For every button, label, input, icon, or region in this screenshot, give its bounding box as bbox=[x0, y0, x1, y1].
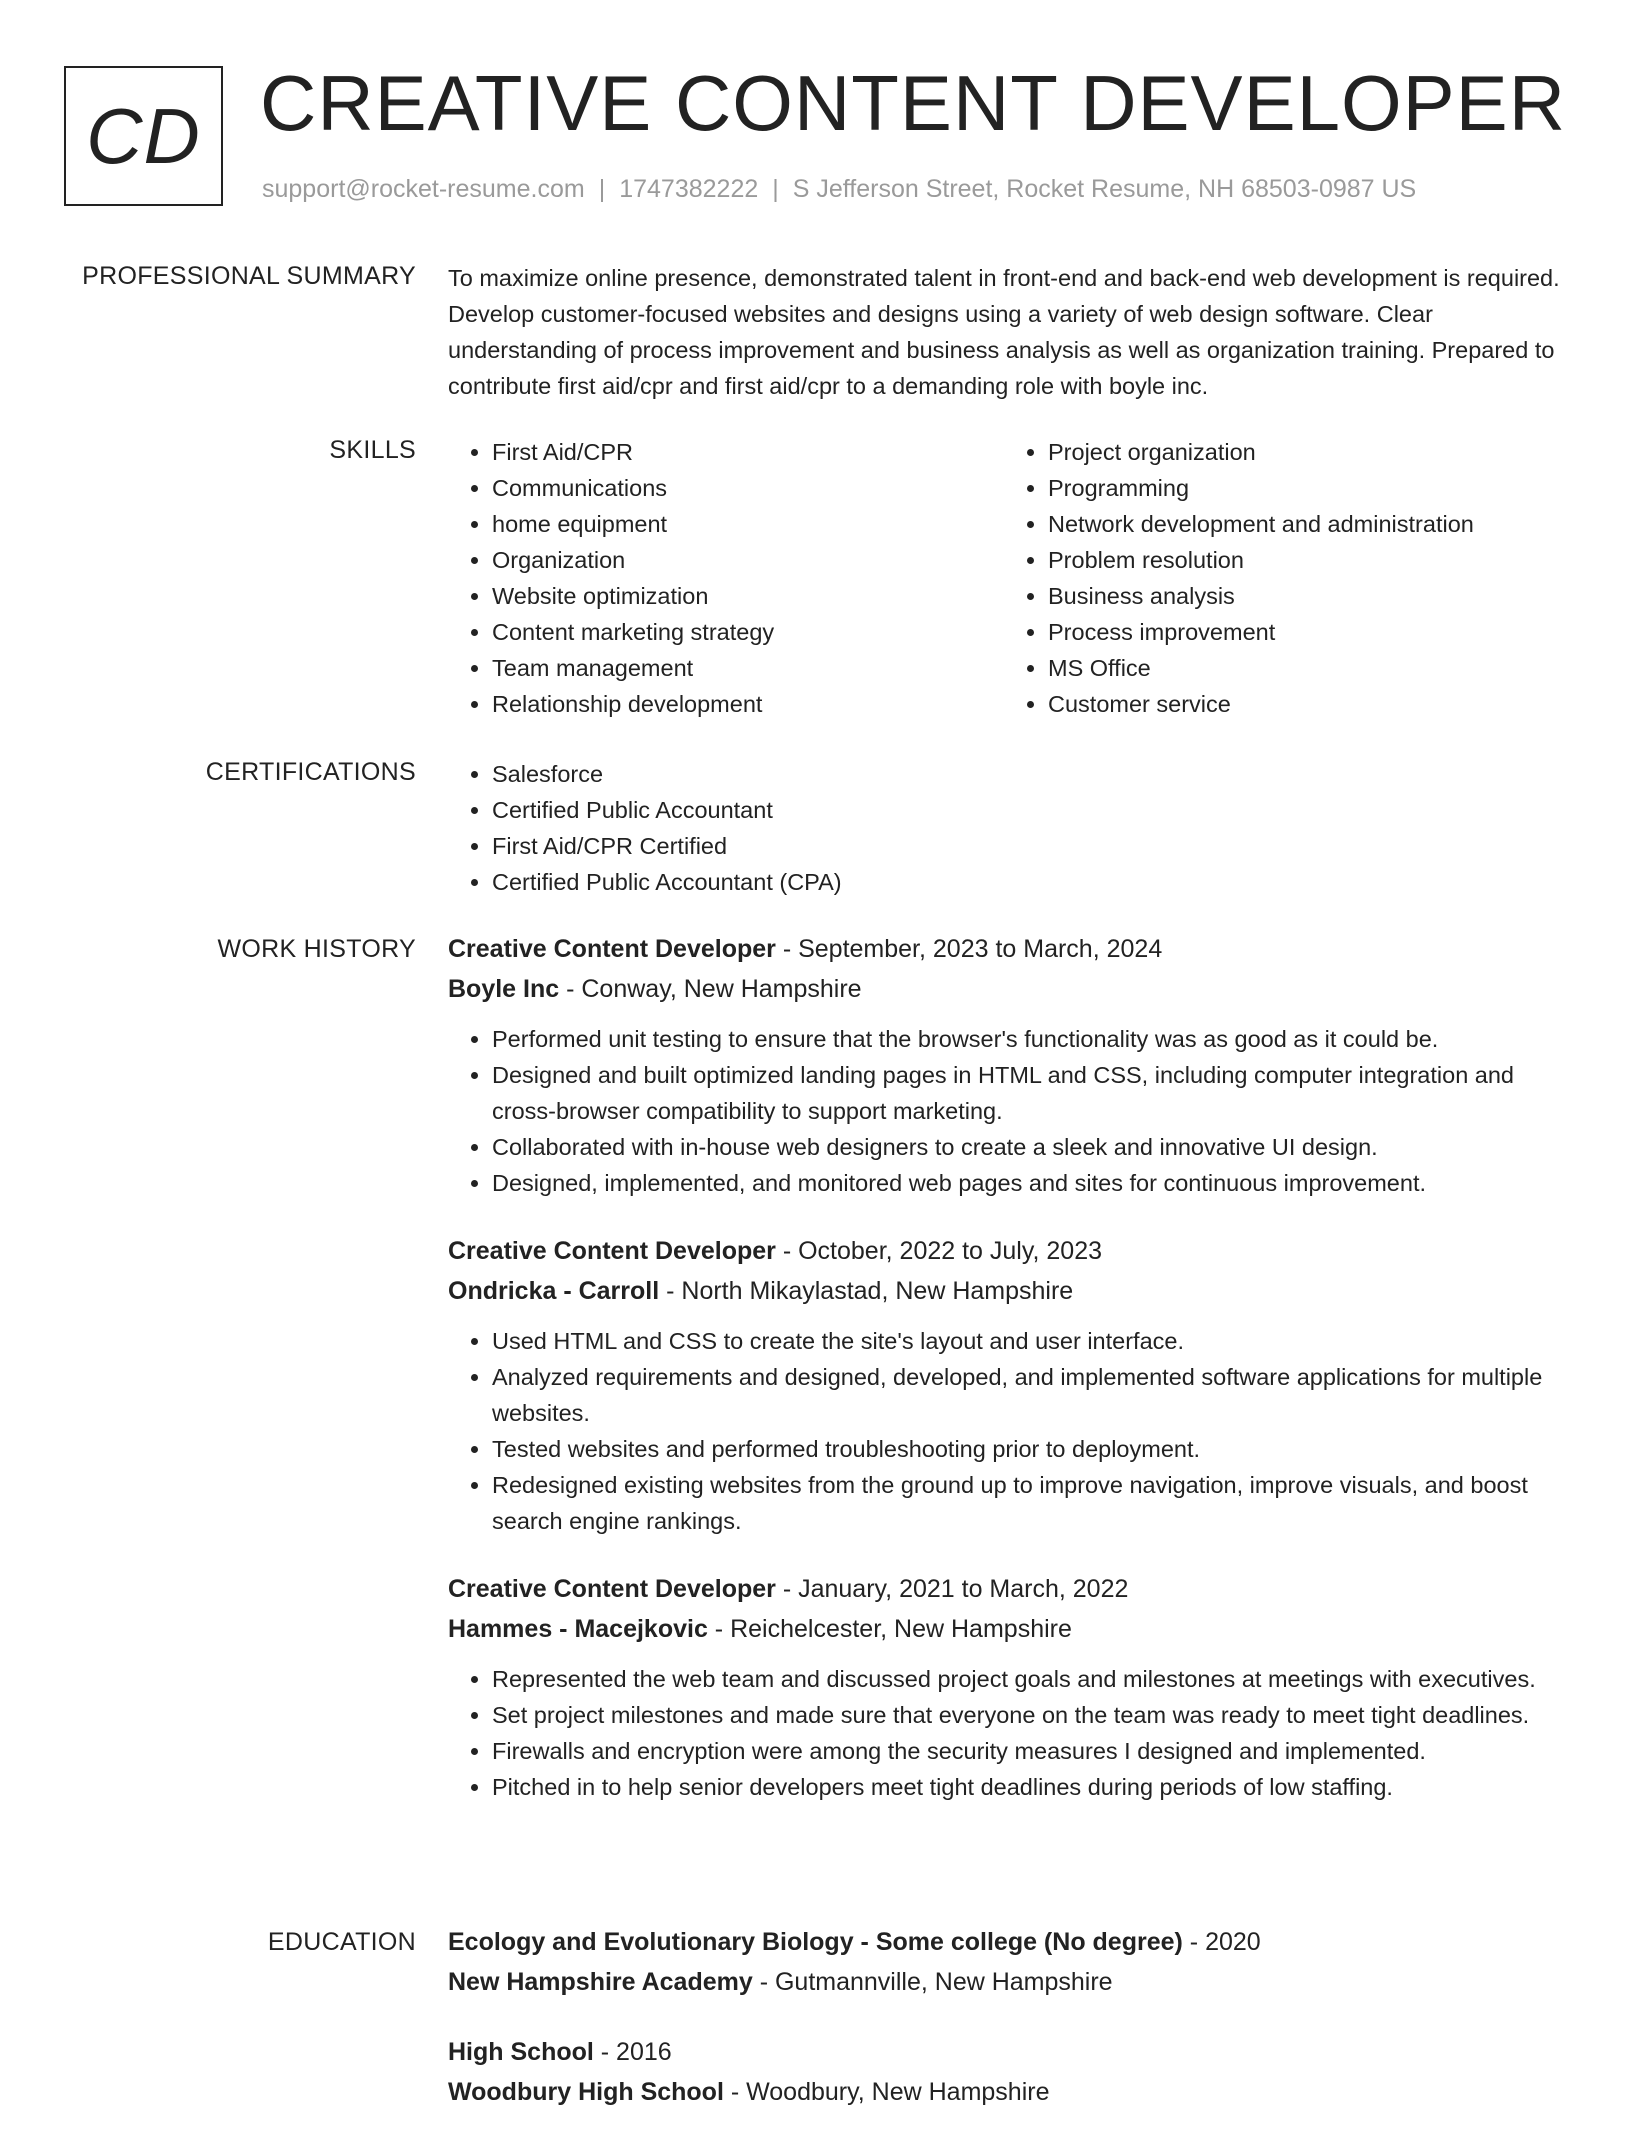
skills-grid bbox=[448, 434, 1560, 722]
skill-item: • Customer service bbox=[1048, 686, 1560, 722]
job-bullet: • Designed, implemented, and monitored web pages and sites for continuous improvement. bbox=[492, 1165, 1560, 1201]
job-bullets bbox=[448, 1021, 1560, 1201]
certification-item: • Certified Public Accountant bbox=[492, 792, 1560, 828]
job-bullet: • Used HTML and CSS to create the site's layout and user interface. bbox=[492, 1323, 1560, 1359]
job-dates: January, 2021 to March, 2022 bbox=[798, 1575, 1129, 1603]
skill-item: • Process improvement bbox=[1048, 614, 1560, 650]
education-school-line: Woodbury High School - Woodbury, New Hampshire bbox=[448, 2078, 1050, 2106]
education-location: Woodbury, New Hampshire bbox=[746, 2078, 1050, 2106]
skill-item: • MS Office bbox=[1048, 650, 1560, 686]
contact-separator: | bbox=[598, 175, 606, 203]
job-company: Ondricka - Carroll bbox=[448, 1277, 660, 1305]
skill-item: • Organization bbox=[492, 542, 1004, 578]
job-title: Creative Content Developer bbox=[448, 935, 776, 963]
skill-item: • First Aid/CPR bbox=[492, 434, 1004, 470]
monogram-logo: CD bbox=[64, 66, 223, 206]
job-entry bbox=[448, 929, 1560, 1201]
skill-item: • Website optimization bbox=[492, 578, 1004, 614]
skill-item: • Problem resolution bbox=[1048, 542, 1560, 578]
job-company: Hammes - Macejkovic bbox=[448, 1615, 708, 1643]
education-degree-line: Ecology and Evolutionary Biology - Some college (No degree) - 2020 bbox=[448, 1928, 1261, 1956]
summary-text: To maximize online presence, demonstrated talent in front-end and back-end web development is required. Develop customer-focused websites and designs using a variety of web design software. Clear understanding of process improvement and business analysis as well as organization training. Prepared to contribute first aid/cpr and first aid/cpr to a demanding role with boyle inc. bbox=[448, 265, 1560, 399]
skill-item: • Team management bbox=[492, 650, 1004, 686]
job-dates: October, 2022 to July, 2023 bbox=[798, 1237, 1102, 1265]
skill-item: • Communications bbox=[492, 470, 1004, 506]
certification-item: • First Aid/CPR Certified bbox=[492, 828, 1560, 864]
education-body bbox=[448, 1922, 1560, 2142]
contact-line bbox=[262, 175, 1416, 204]
job-dates: September, 2023 to March, 2024 bbox=[798, 935, 1163, 963]
work-history-heading: WORK HISTORY bbox=[217, 935, 416, 963]
skill-item: • home equipment bbox=[492, 506, 1004, 542]
job-bullet: • Pitched in to help senior developers meet tight deadlines during periods of low staffing. bbox=[492, 1769, 1560, 1805]
job-location: Conway, New Hampshire bbox=[581, 975, 862, 1003]
job-location: Reichelcester, New Hampshire bbox=[730, 1615, 1072, 1643]
job-bullet: • Represented the web team and discussed project goals and milestones at meetings with executives. bbox=[492, 1661, 1560, 1697]
job-company-line: Boyle Inc - Conway, New Hampshire bbox=[448, 975, 862, 1003]
job-company-line: Hammes - Macejkovic - Reichelcester, New Hampshire bbox=[448, 1615, 1072, 1643]
skill-item: • Content marketing strategy bbox=[492, 614, 1004, 650]
certifications-heading: CERTIFICATIONS bbox=[205, 758, 416, 786]
job-title-line: Creative Content Developer - October, 2022 to July, 2023 bbox=[448, 1237, 1102, 1265]
skills-body bbox=[448, 434, 1560, 722]
certification-item: • Certified Public Accountant (CPA) bbox=[492, 864, 1560, 900]
education-year: 2016 bbox=[616, 2038, 672, 2066]
job-entry bbox=[448, 1569, 1560, 1805]
job-company: Boyle Inc bbox=[448, 975, 560, 1003]
job-title-line: Creative Content Developer - September, 2023 to March, 2024 bbox=[448, 935, 1163, 963]
job-title: Creative Content Developer bbox=[448, 1237, 776, 1265]
education-school: New Hampshire Academy bbox=[448, 1968, 753, 1996]
summary-heading: PROFESSIONAL SUMMARY bbox=[82, 262, 416, 290]
education-degree-line: High School - 2016 bbox=[448, 2038, 672, 2066]
skills-list-left bbox=[448, 434, 1004, 722]
education-degree: High School bbox=[448, 2038, 594, 2066]
skill-item: • Network development and administration bbox=[1048, 506, 1560, 542]
contact-separator: | bbox=[772, 175, 779, 203]
job-entry bbox=[448, 1231, 1560, 1539]
skill-item: • Project organization bbox=[1048, 434, 1560, 470]
job-bullet: • Performed unit testing to ensure that the browser's functionality was as good as it could be. bbox=[492, 1021, 1560, 1057]
work-history-body bbox=[448, 929, 1560, 1835]
job-location: North Mikaylastad, New Hampshire bbox=[681, 1277, 1074, 1305]
resume-title: CREATIVE CONTENT DEVELOPER bbox=[260, 59, 1567, 147]
job-bullet: • Analyzed requirements and designed, developed, and implemented software applications for multiple websites. bbox=[492, 1359, 1560, 1431]
contact-phone[interactable]: 1747382222 bbox=[619, 175, 759, 203]
certification-item: • Salesforce bbox=[492, 756, 1560, 792]
job-bullets bbox=[448, 1661, 1560, 1805]
education-school: Woodbury High School bbox=[448, 2078, 724, 2106]
job-bullet: • Set project milestones and made sure that everyone on the team was ready to meet tight deadlines. bbox=[492, 1697, 1560, 1733]
job-bullets bbox=[448, 1323, 1560, 1539]
education-year: 2020 bbox=[1205, 1928, 1261, 1956]
skill-item: • Programming bbox=[1048, 470, 1560, 506]
education-heading: EDUCATION bbox=[267, 1928, 416, 1956]
certifications-body bbox=[448, 756, 1560, 900]
summary-body bbox=[448, 260, 1560, 404]
education-entry bbox=[448, 2032, 1560, 2112]
skill-item: • Relationship development bbox=[492, 686, 1004, 722]
job-bullet: • Firewalls and encryption were among the security measures I designed and implemented. bbox=[492, 1733, 1560, 1769]
job-bullet: • Designed and built optimized landing pages in HTML and CSS, including computer integration and cross-browser compatibility to support marketing. bbox=[492, 1057, 1560, 1129]
job-bullet: • Redesigned existing websites from the ground up to improve navigation, improve visuals, and boost search engine rankings. bbox=[492, 1467, 1560, 1539]
job-company-line: Ondricka - Carroll - North Mikaylastad, New Hampshire bbox=[448, 1277, 1074, 1305]
education-school-line: New Hampshire Academy - Gutmannville, New Hampshire bbox=[448, 1968, 1113, 1996]
job-title-line: Creative Content Developer - January, 2021 to March, 2022 bbox=[448, 1575, 1129, 1603]
skills-list-right bbox=[1004, 434, 1560, 722]
job-bullet: • Collaborated with in-house web designers to create a sleek and innovative UI design. bbox=[492, 1129, 1560, 1165]
education-location: Gutmannville, New Hampshire bbox=[774, 1968, 1113, 1996]
skill-item: • Business analysis bbox=[1048, 578, 1560, 614]
skills-heading: SKILLS bbox=[329, 436, 416, 464]
education-entry bbox=[448, 1922, 1560, 2002]
education-degree: Ecology and Evolutionary Biology - Some college (No degree) bbox=[448, 1928, 1183, 1956]
job-title: Creative Content Developer bbox=[448, 1575, 776, 1603]
job-bullet: • Tested websites and performed troubleshooting prior to deployment. bbox=[492, 1431, 1560, 1467]
contact-email[interactable]: support@rocket-resume.com bbox=[262, 175, 585, 203]
certifications-list bbox=[448, 756, 1560, 900]
contact-address: S Jefferson Street, Rocket Resume, NH 68503-0987 US bbox=[792, 175, 1417, 203]
